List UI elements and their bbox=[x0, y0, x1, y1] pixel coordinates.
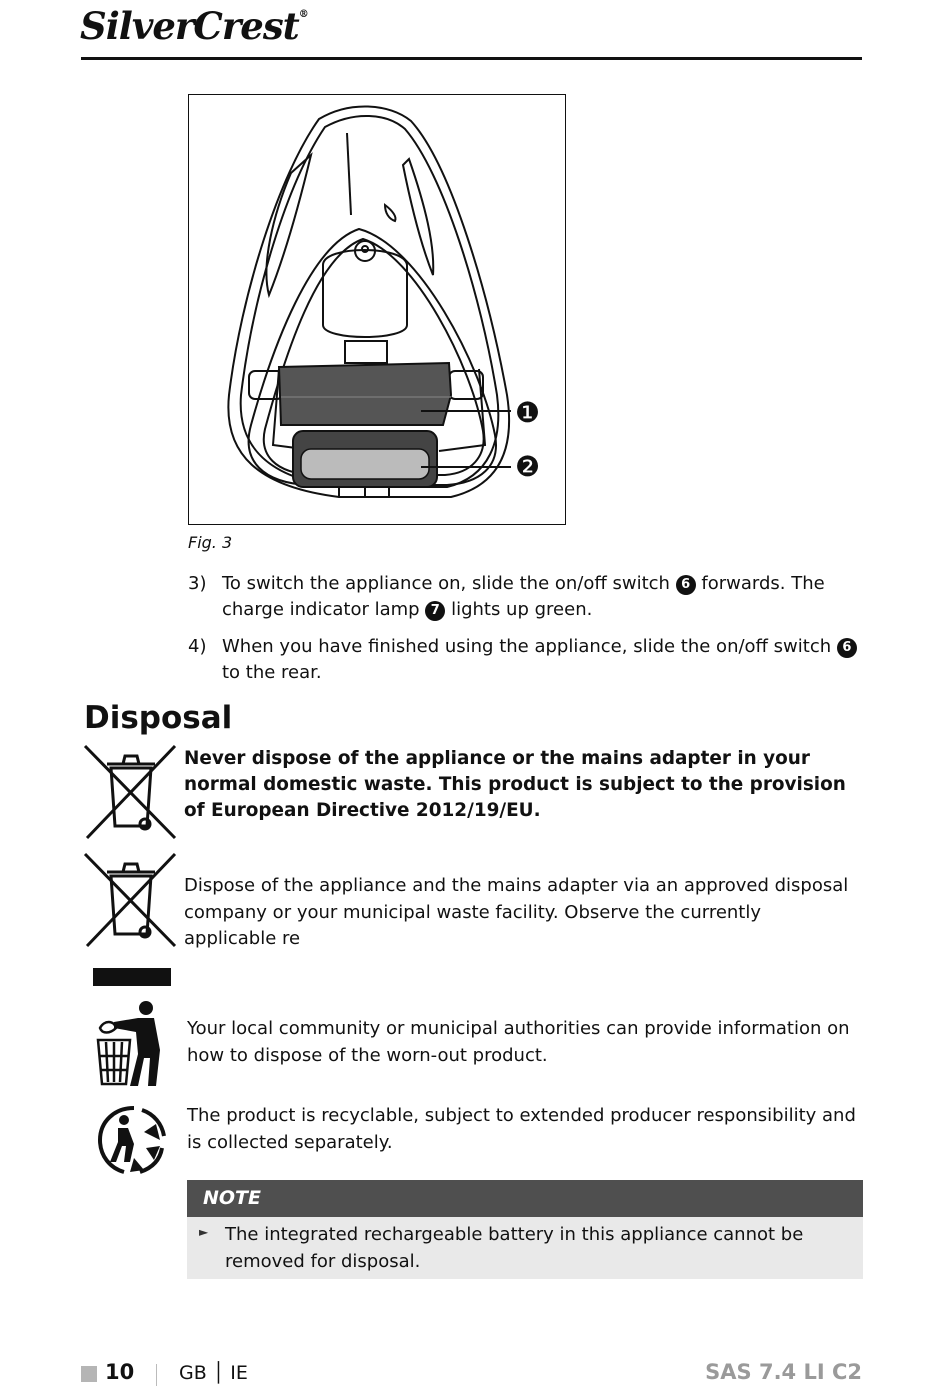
footer-separator bbox=[156, 1364, 157, 1386]
switch-badge: 6 bbox=[837, 638, 857, 658]
step-number: 3) bbox=[188, 573, 207, 594]
black-bar bbox=[93, 968, 171, 986]
header-rule bbox=[81, 57, 862, 60]
step-number: 4) bbox=[188, 636, 207, 657]
callout-2: ❷ bbox=[515, 450, 541, 483]
lamp-badge: 7 bbox=[425, 601, 445, 621]
model-number: SAS 7.4 LI C2 bbox=[705, 1360, 862, 1384]
step-4 bbox=[188, 634, 858, 686]
brand-logo bbox=[80, 4, 308, 48]
local-authority-text: Your local community or municipal authorities can provide information on how to dispose of the worn-out product. bbox=[187, 1018, 850, 1066]
step-text: When you have finished using the appliance, slide the on/off switch 6 to the rear. bbox=[222, 634, 858, 686]
crossed-bin-icon-2 bbox=[83, 852, 179, 948]
callout-1: ❶ bbox=[515, 396, 541, 429]
triman-recycling-icon bbox=[94, 1102, 168, 1176]
page-number: 10 bbox=[105, 1360, 135, 1384]
figure-caption: Fig. 3 bbox=[188, 533, 233, 552]
step-text: To switch the appliance on, slide the on/off switch 6 forwards. The charge indicator lamp 7 lights up green. bbox=[222, 573, 825, 620]
footer-square bbox=[81, 1366, 97, 1382]
recyclable-text: The product is recyclable, subject to extended producer responsibility and is collected separately. bbox=[187, 1105, 856, 1153]
note-header bbox=[187, 1180, 863, 1217]
section-title: Disposal bbox=[84, 700, 233, 736]
vacuum-illustration bbox=[189, 95, 565, 524]
note-title: NOTE bbox=[203, 1187, 261, 1209]
disposal-warning: Never dispose of the appliance or the mains adapter in your normal domestic waste. This product is subject to the provision of European Directive 2012/19/EU. bbox=[184, 748, 846, 821]
switch-badge: 6 bbox=[676, 575, 696, 595]
registered-mark: ® bbox=[298, 9, 308, 20]
region-code: GB │ IE bbox=[179, 1362, 248, 1384]
note-text: The integrated rechargeable battery in this appliance cannot be removed for disposal. bbox=[225, 1224, 804, 1272]
brand-name: SilverCrest bbox=[80, 4, 299, 48]
bullet-arrow-icon: ► bbox=[199, 1225, 209, 1239]
tidyman-icon bbox=[92, 998, 166, 1088]
disposal-approved-text: Dispose of the appliance and the mains adapter via an approved disposal company or your municipal waste facility. Observe the currently applicable re bbox=[184, 875, 849, 949]
crossed-bin-icon bbox=[83, 744, 179, 840]
figure-3 bbox=[188, 94, 566, 525]
step-3 bbox=[188, 571, 858, 623]
note-box bbox=[187, 1180, 863, 1279]
